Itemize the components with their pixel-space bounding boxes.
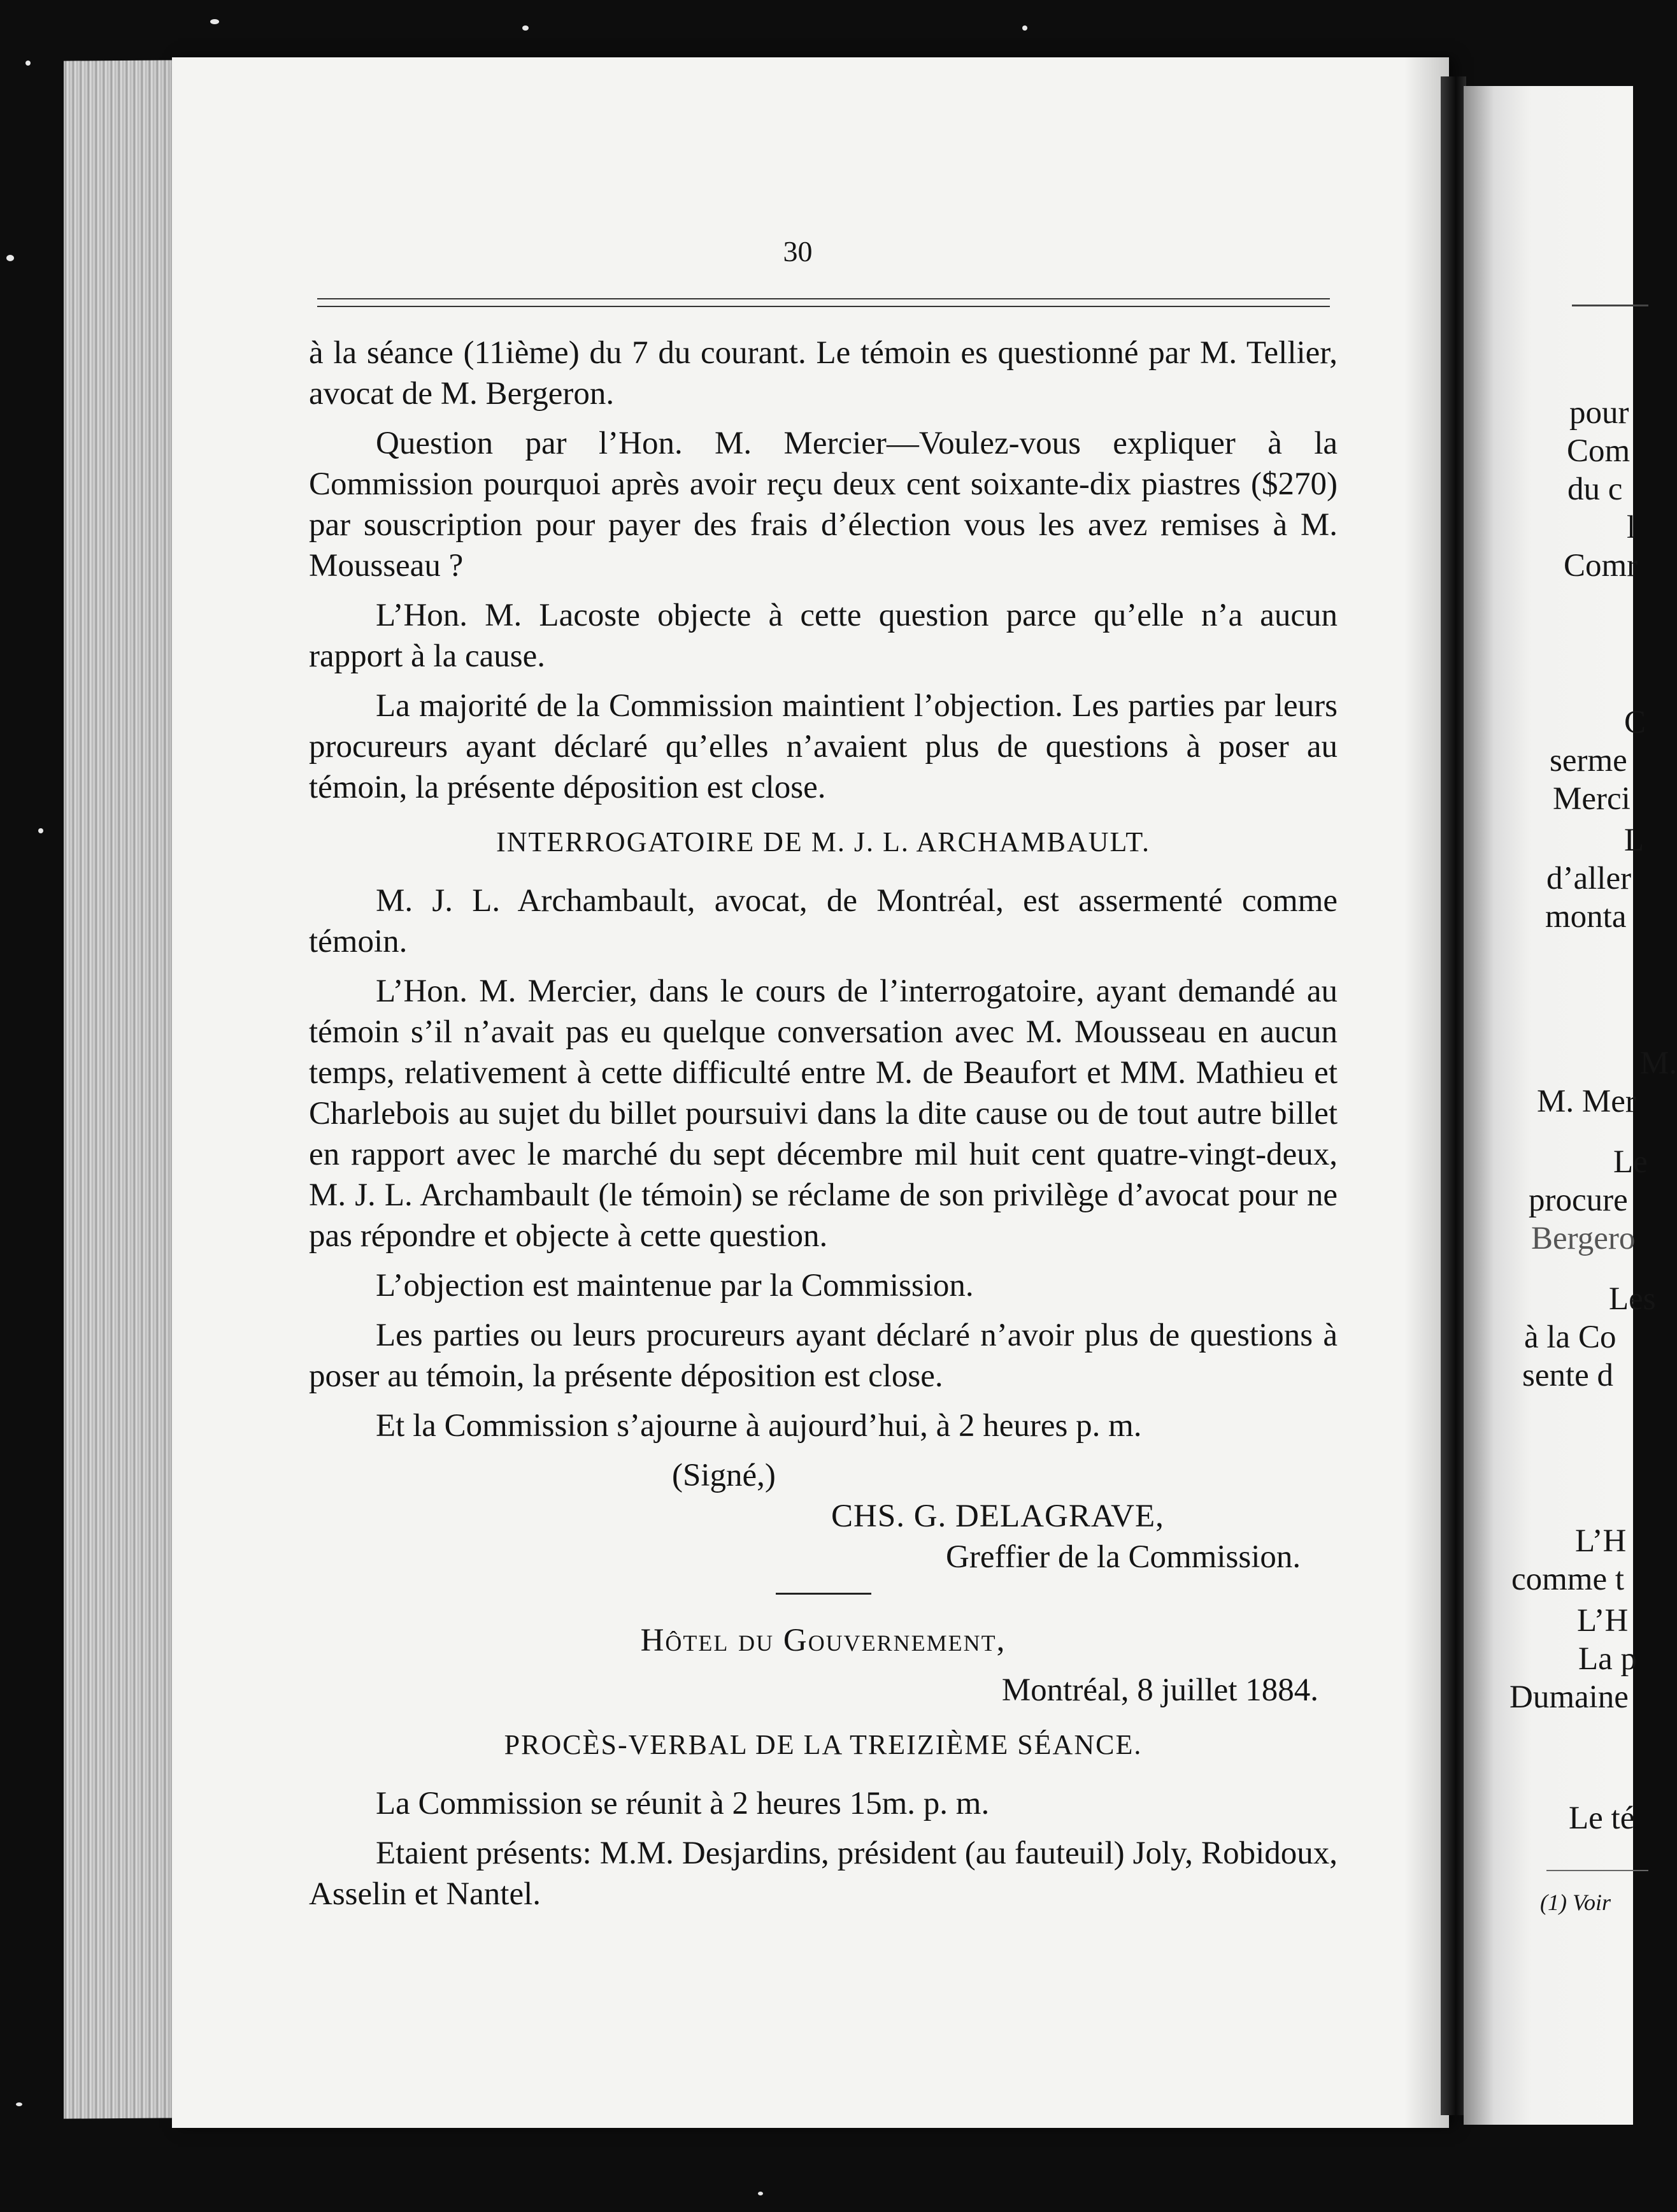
date-line: Montréal, 8 juillet 1884. [1001, 1672, 1318, 1708]
paragraph: M. J. L. Archambault, avocat, de Montréal, est assermenté comme témoin. [309, 883, 1338, 959]
signed-label: (Signé,) [672, 1458, 776, 1493]
header-double-rule [317, 298, 1330, 307]
facing-text: L’H [1575, 1523, 1627, 1559]
paragraph: L’objection est maintenue par la Commission. [376, 1268, 974, 1304]
paragraph: L’Hon. M. Lacoste objecte à cette question parce qu’elle n’a aucun rapport à la cause. [309, 598, 1338, 674]
facing-text: Merci [1553, 781, 1631, 817]
facing-text: du c [1567, 471, 1623, 507]
facing-text: monta [1545, 899, 1627, 935]
facing-text: L’H [1577, 1603, 1629, 1639]
dust-speck [1022, 25, 1027, 31]
facing-text: serme [1550, 743, 1627, 779]
facing-text: L [1624, 822, 1645, 858]
facing-text: Dumaine [1509, 1679, 1629, 1715]
book-page-left [172, 57, 1449, 2128]
facing-text: pour [1569, 395, 1629, 431]
book-gutter [1441, 76, 1466, 2115]
facing-text: M. Mer [1537, 1084, 1636, 1119]
paragraph: à la séance (11ième) du 7 du courant. Le témoin es questionné par M. Tellier, avocat de M. Bergeron. [309, 335, 1338, 412]
facing-text: Bergero [1531, 1221, 1636, 1256]
signature-name: CHS. G. DELAGRAVE, [831, 1498, 1164, 1534]
section-heading: INTERROGATOIRE DE M. J. L. ARCHAMBAULT. [496, 826, 1150, 858]
facing-text: La p [1578, 1641, 1638, 1677]
page-number: 30 [783, 235, 813, 268]
paragraph: La majorité de la Commission maintient l’objection. Les parties par leurs procureurs ayant déclaré qu’elles n’avaient plus de questions à poser au témoin, la présente déposition est close. [309, 688, 1338, 805]
dust-speck [210, 19, 219, 24]
dust-speck [758, 2192, 763, 2195]
paragraph: Etaient présents: M.M. Desjardins, président (au fauteuil) Joly, Robidoux, Asselin et Nantel. [309, 1835, 1338, 1912]
facing-text: Le [1613, 1144, 1648, 1180]
facing-text: procure [1529, 1182, 1628, 1218]
book-page-right [1464, 86, 1677, 2125]
paragraph: Et la Commission s’ajourne à aujourd’hui, à 2 heures p. m. [376, 1408, 1142, 1444]
signature-title: Greffier de la Commission. [946, 1539, 1301, 1575]
section-heading: PROCÈS-VERBAL DE LA TREIZIÈME SÉANCE. [504, 1729, 1143, 1760]
paragraph: La Commission se réunit à 2 heures 15m. p. m. [376, 1786, 990, 1821]
dust-speck [25, 61, 31, 66]
facing-text: d’aller [1546, 861, 1632, 896]
paragraph: L’Hon. M. Mercier, dans le cours de l’interrogatoire, ayant demandé au témoin s’il n’avait pas eu quelque conversation avec M. Mousseau en aucun temps, relativement à cette difficulté entre M. de Beaufort et MM. Mathieu et Charlebois au sujet du billet poursuivi dans la dite cause ou de tout autre billet en rapport avec le marché du sept décembre mil huit cent quatre-vingt-deux, M. J. L. Archambault (le témoin) se réclame de son privilège d’avocat pour ne pas répondre et objecte à cette question. [309, 973, 1338, 1254]
footnote-rule [1546, 1870, 1648, 1871]
paragraph: Les parties ou leurs procureurs ayant déclaré n’avoir plus de questions à poser au témoin, la présente déposition est close. [309, 1318, 1338, 1394]
location-heading: Hôtel du Gouvernement, [640, 1623, 1006, 1658]
facing-text: Les [1609, 1281, 1656, 1317]
dust-speck [38, 828, 43, 833]
facing-text: l [1627, 510, 1636, 545]
facing-text: sente d [1522, 1358, 1614, 1393]
section-divider [776, 1593, 871, 1595]
facing-text: comme t [1511, 1562, 1625, 1597]
facing-text: Com [1567, 433, 1631, 469]
facing-text: C [1624, 705, 1646, 740]
page-body [309, 333, 1338, 1923]
facing-text: M. [1640, 1045, 1677, 1081]
book-page-edge [64, 60, 178, 2118]
header-rule [1572, 305, 1648, 306]
dust-speck [16, 2102, 22, 2106]
dust-speck [6, 255, 14, 261]
facing-text: Comr [1564, 548, 1638, 584]
dust-speck [522, 25, 529, 31]
paragraph: Question par l’Hon. M. Mercier—Voulez-vous expliquer à la Commission pourquoi après avoir reçu deux cent soixante-dix piastres ($270) par souscription pour payer des frais d’élection vous les avez remises à M. Mousseau ? [309, 426, 1338, 584]
footnote: (1) Voir [1540, 1890, 1611, 1915]
facing-text: à la Co [1524, 1319, 1616, 1355]
facing-text: Le té [1569, 1800, 1635, 1836]
